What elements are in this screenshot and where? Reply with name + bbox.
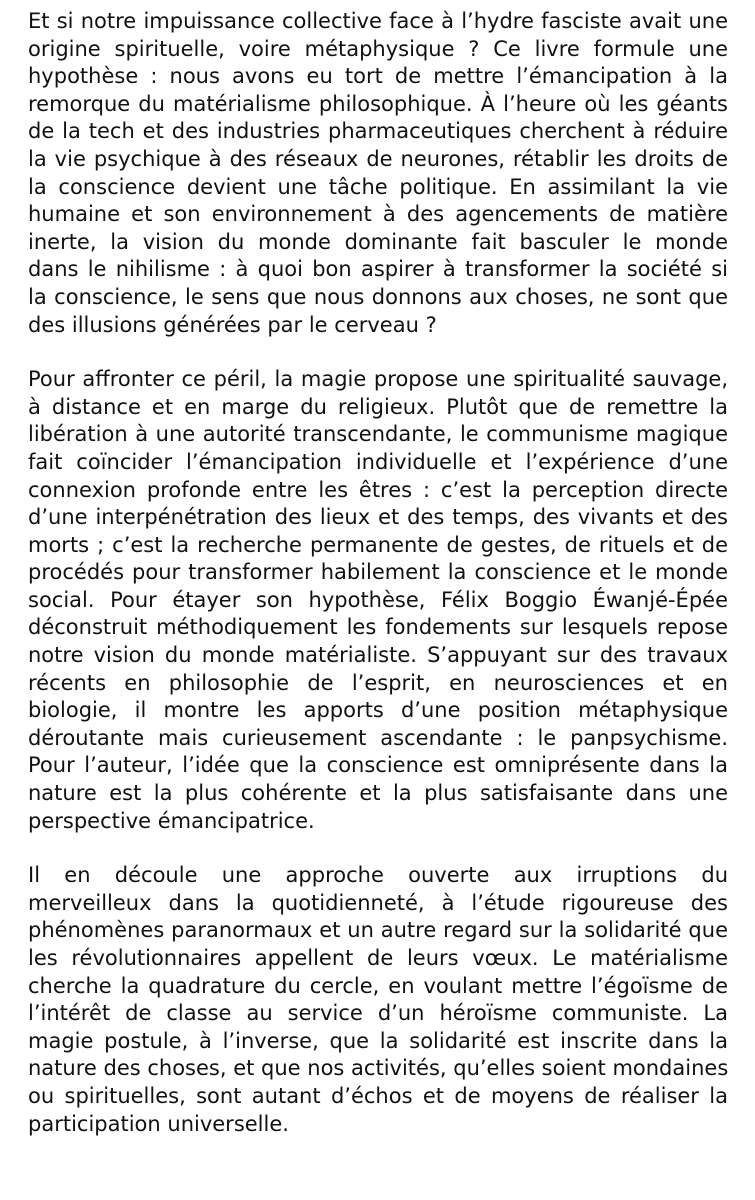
paragraph-line: cherche la quadrature du cercle, en voulant mettre l’égoïsme de [28, 973, 728, 998]
paragraph-line: procédés pour transformer habilement la conscience et le monde [28, 560, 728, 585]
paragraph-line: Et si notre impuissance collective face à l’hydre fasciste avait une [28, 9, 728, 33]
paragraph-line: récents en philosophie de l’esprit, en neurosciences et en [28, 670, 728, 695]
paragraph-line: d’une interpénétration des lieux et des temps, des vivants et des [28, 505, 728, 530]
paragraph-line: la conscience, le sens que nous donnons aux choses, ne sont que [28, 284, 728, 309]
paragraph-line: nature des choses, et que nos activités, qu’elles soient mondaines [28, 1056, 729, 1081]
paragraph-line: perspective émancipatrice. [28, 808, 315, 833]
paragraph-line: phénomènes paranormaux et un autre regard sur la solidarité que [28, 918, 728, 943]
paragraph-line: morts ; c’est la recherche permanente de gestes, de rituels et de [28, 532, 728, 557]
paragraph-line: déroutante mais curieusement ascendante : le panpsychisme. [28, 725, 728, 750]
paragraph-line: à distance et en marge du religieux. Plutôt que de remettre la [28, 394, 728, 419]
paragraph-line: Pour affronter ce péril, la magie propose une spiritualité sauvage, [28, 367, 728, 392]
paragraph-line: participation universelle. [28, 1111, 289, 1136]
paragraph-line: de la tech et des industries pharmaceutiques cherchent à réduire [28, 119, 728, 144]
paragraph-line: inerte, la vision du monde dominante fait basculer le monde [28, 229, 728, 254]
paragraph-line: fait coïncider l’émancipation individuelle et l’expérience d’une [28, 449, 728, 474]
paragraph-line: les révolutionnaires appellent de leurs vœux. Le matérialisme [28, 946, 728, 970]
paragraph-2 [28, 366, 728, 835]
paragraph-line: humaine et son environnement à des agencements de matière [28, 202, 728, 227]
document-body [28, 8, 728, 1165]
paragraph-line: déconstruit méthodiquement les fondements sur lesquels repose [28, 615, 728, 640]
paragraph-line: biologie, il montre les apports d’une position métaphysique [28, 698, 728, 723]
paragraph-line: nature est la plus cohérente et la plus satisfaisante dans une [28, 781, 728, 806]
paragraph-line: social. Pour étayer son hypothèse, Félix Boggio Éwanjé-Épée [28, 587, 728, 612]
paragraph-line: dans le nihilisme : à quoi bon aspirer à transformer la société si [28, 257, 728, 282]
paragraph-line: Pour l’auteur, l’idée que la conscience est omniprésente dans la [28, 753, 728, 778]
paragraph-line: des illusions générées par le cerveau ? [28, 312, 437, 337]
paragraph-line: la conscience devient une tâche politique. En assimilant la vie [28, 174, 728, 199]
paragraph-line: magie postule, à l’inverse, que la solidarité est inscrite dans la [28, 1028, 728, 1053]
paragraph-line: la vie psychique à des réseaux de neurones, rétablir les droits de [28, 146, 728, 171]
paragraph-line: hypothèse : nous avons eu tort de mettre l’émancipation à la [28, 64, 728, 89]
paragraph-line: connexion profonde entre les êtres : c’est la perception directe [28, 477, 728, 502]
paragraph-line: notre vision du monde matérialiste. S’appuyant sur des travaux [28, 643, 728, 668]
paragraph-line: merveilleux dans la quotidienneté, à l’étude rigoureuse des [28, 890, 728, 915]
paragraph-line: remorque du matérialisme philosophique. À l’heure où les géants [28, 91, 728, 116]
paragraph-line: Il en découle une approche ouverte aux irruptions du [28, 863, 728, 888]
paragraph-3 [28, 862, 728, 1138]
paragraph-line: l’intérêt de classe au service d’un héroïsme communiste. La [28, 1001, 728, 1026]
paragraph-line: ou spirituelles, sont autant d’échos et de moyens de réaliser la [28, 1083, 728, 1108]
paragraph-1 [28, 8, 728, 339]
paragraph-line: libération à une autorité transcendante, le communisme magique [28, 422, 728, 447]
paragraph-line: origine spirituelle, voire métaphysique ? Ce livre formule une [28, 36, 728, 61]
